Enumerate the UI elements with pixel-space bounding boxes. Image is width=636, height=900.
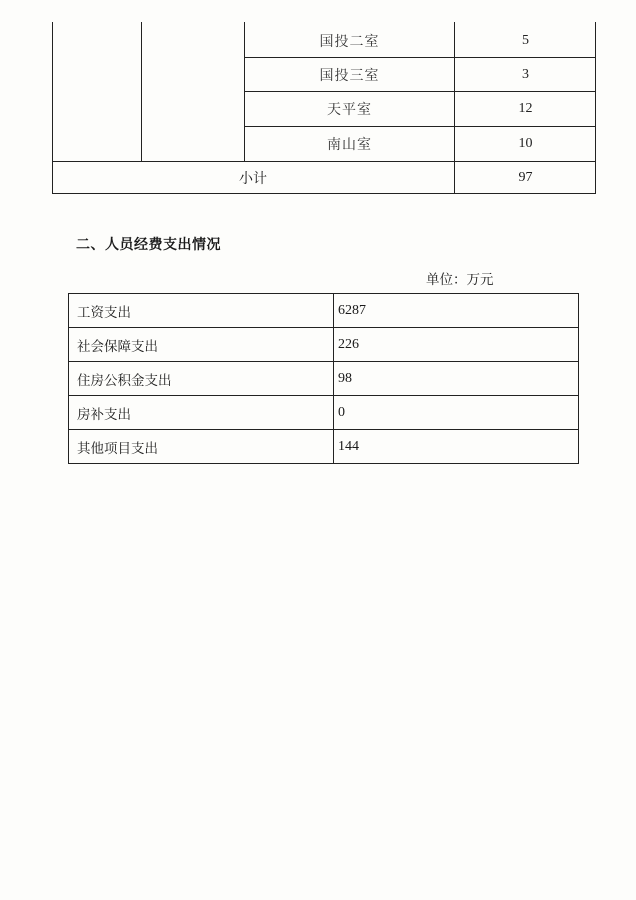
personnel-expense-table [68,293,579,464]
office-name: 南山室 [327,136,372,153]
subtotal-label: 小计 [239,171,267,187]
expense-label: 房补支出 [69,396,334,430]
staff-count-table [52,22,596,194]
expense-value: 6287 [334,294,579,328]
staff-count: 10 [518,135,533,151]
table-row [69,328,579,362]
table-row [69,294,579,328]
staff-count: 3 [522,66,529,82]
table-divider [141,22,142,162]
office-name: 天平室 [327,101,372,118]
subtotal-value: 97 [518,170,533,185]
table-row [69,396,579,430]
expense-label: 住房公积金支出 [69,362,334,396]
table-row [69,362,579,396]
expense-label: 工资支出 [69,294,334,328]
expense-label: 其他项目支出 [69,430,334,464]
staff-count: 5 [522,32,529,48]
office-name: 国投二室 [319,33,380,50]
expense-value: 144 [334,430,579,464]
office-name: 国投三室 [319,67,380,84]
staff-count: 12 [518,100,533,116]
expense-value: 98 [334,362,579,396]
table-row [69,430,579,464]
section-heading: 二、人员经费支出情况 [76,237,221,253]
expense-value: 0 [334,396,579,430]
expense-value: 226 [334,328,579,362]
unit-label: 单位：万元 [426,272,494,288]
expense-label: 社会保障支出 [69,328,334,362]
